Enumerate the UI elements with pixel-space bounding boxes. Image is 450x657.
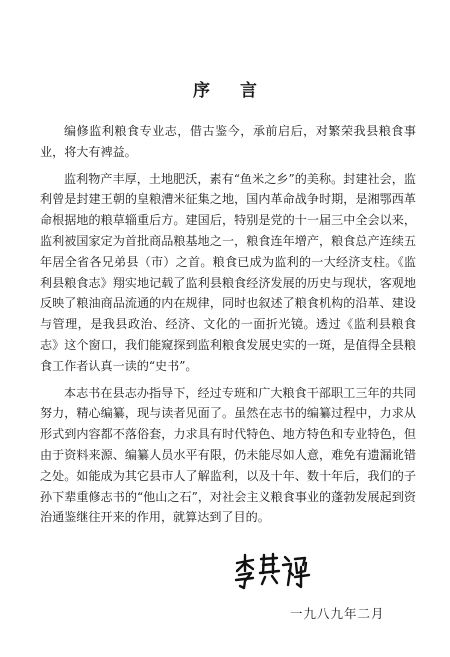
preface-body [40,121,416,532]
document-date: 一九八九年二月 [290,606,385,621]
paragraph-2: 监利物产丰厚，土地肥沃，素有“鱼米之乡”的美称。封建社会，监利曾是封建王朝的皇粮漕米征集之地，国内革命战争时期，是湘鄂西革命根据地的粮草辎重后方。建国后，特别是党的十一届三中全会以来，监利被国家定为首批商品粮基地之一，粮食连年增产，粮食总产连续五年居全省各兄弟县（市）之首。粮食已成为监利的一大经济支柱。《监利县粮食志》翔实地记载了监利县粮食经济发展的历史与现状，客观地反映了粮油商品流通的内在规律，同时也叙述了粮食机构的沿革、建设与管理，是我县政治、经济、文化的一面折光镜。透过《监利县粮食志》这个窗口，我们能窥探到监利粮食发展史实的一斑，是值得全县粮食工作者认真一读的“史书”。 [40,171,416,373]
paragraph-1: 编修监利粮食专业志，借古鉴今，承前启后，对繁荣我县粮食事业，将大有裨益。 [40,124,416,159]
handwritten-signature [233,551,313,591]
page-title: 序 言 [193,81,269,101]
paragraph-3: 本志书在县志办指导下，经过专班和广大粮食干部职工三年的共同努力，精心编纂，现与读者见面了。虽然在志书的编纂过程中，力求从形式到内容都不落俗套，力求具有时代特色、地方特色和专业特色，但由于资料来源、编纂人员水平有限，仍未能尽如人意，难免有遗漏讹错之处。如能成为其它县市人了解监利，以及十年、数十年后，我们的子孙下辈重修志书的“他山之石”，对社会主义粮食事业的蓬勃发展起到资治通鉴继往开来的作用，就算达到了目的。 [40,385,416,525]
